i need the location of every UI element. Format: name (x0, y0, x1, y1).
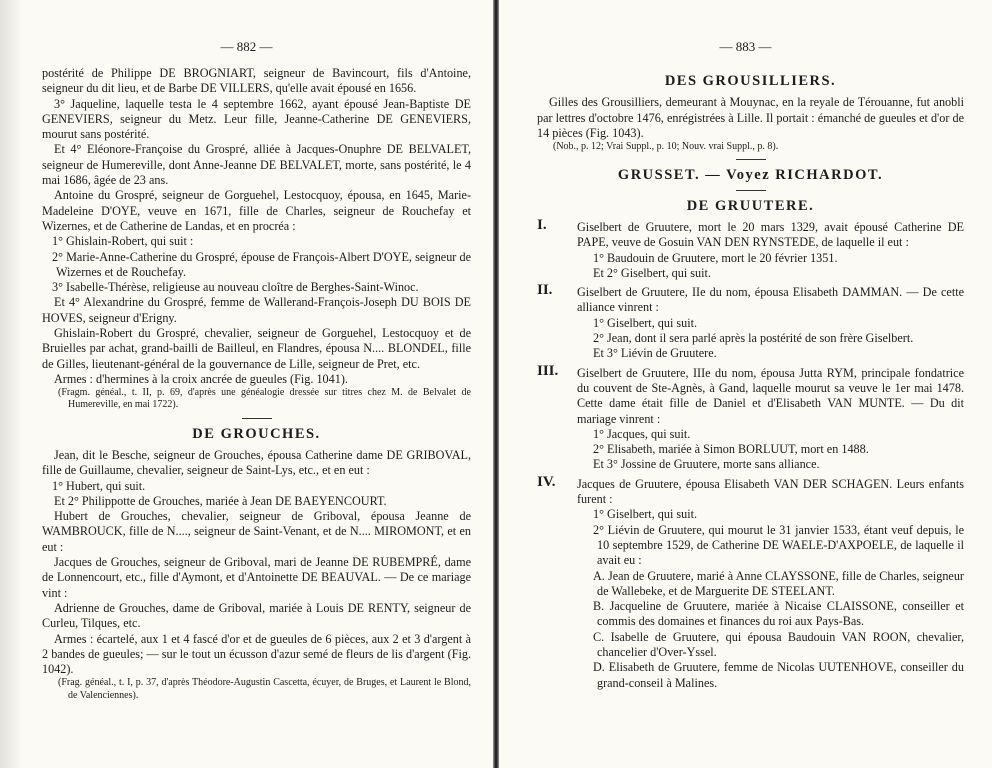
list-item: 2° Liévin de Gruutere, qui mourut le 31 janvier 1533, étant veuf depuis, le 10 septembre 1529, de Catherine DE WAELE-D'AXPOELE, de laquelle il avait eu : (593, 522, 964, 568)
left-page (0, 0, 493, 768)
paragraph: Gilles des Grousilliers, demeurant à Mouynac, en la reyale de Térouanne, fut anobli par lettres d'octobre 1476, enrégistrées à Lille. Il portait : émanché de gueules et d'or de 14 pièces (Fig. 1043). (537, 95, 964, 140)
generation-numeral: II. (537, 282, 553, 299)
list-item: Et 3° Jossine de Gruutere, morte sans alliance. (593, 457, 820, 472)
section-divider (736, 159, 766, 160)
list-item: D. Elisabeth de Gruutere, femme de Nicolas UUTENHOVE, conseiller du grand-conseil à Malines. (593, 660, 964, 690)
list-item: 1° Giselbert, qui suit. (593, 507, 698, 522)
list-item: 2° Jean, dont il sera parlé après la postérité de son frère Giselbert. (593, 331, 914, 346)
list-item: 1° Ghislain-Robert, qui suit : (52, 234, 194, 249)
list-item: Et 2° Giselbert, qui suit. (593, 265, 711, 280)
section-divider (736, 190, 766, 191)
paragraph: Hubert de Grouches, chevalier, seigneur de Griboval, épousa Jeanne de WAMBROUCK, fille de N...., seigneur de Saint-Venant, et de N.... MIROMONT, et en eut : (42, 509, 471, 554)
paragraph: Jacques de Gruutere, épousa Elisabeth VAN DER SCHAGEN. Leurs enfants furent : (577, 476, 964, 507)
paragraph: Giselbert de Gruutere, IIe du nom, épousa Elisabeth DAMMAN. — De cette alliance vinrent : (577, 285, 964, 315)
list-item: 3° Isabelle-Thérèse, religieuse au nouveau cloître de Berghes-Saint-Winoc. (52, 280, 419, 295)
list-item: C. Isabelle de Gruutere, qui épousa Baudouin VAN ROON, chevalier, chancelier d'Over-Yssel. (593, 629, 964, 659)
list-item: Et 3° Liévin de Gruutere. (593, 346, 717, 361)
page-number-left: — 882 — (220, 39, 273, 54)
list-item: 1° Baudouin de Gruutere, mort le 20 février 1351. (593, 250, 838, 265)
generation-numeral: III. (537, 362, 559, 379)
page-number-right: — 883 — (719, 39, 772, 54)
arms-description: Armes : écartelé, aux 1 et 4 fascé d'or et de gueules de 6 pièces, aux 2 et 3 d'argent à 2 bandes de gueules; — sur le tout un écusson d'azur semé de fleurs de lis d'argent (Fig. 1042). (42, 631, 471, 677)
list-item: Et 4° Alexandrine du Grospré, femme de Wallerand-François-Joseph DU BOIS DE HOVES, seigneur d'Erigny. (42, 295, 471, 325)
generation-numeral: IV. (537, 473, 556, 490)
paragraph: Et 4° Eléonore-Françoise du Grospré, alliée à Jacques-Onuphre DE BELVALET, seigneur de Humereville, dont Anne-Jeanne DE BELVALET, morte, sans postérité, le 4 mai 1686, âgée de 23 ans. (42, 142, 471, 188)
paragraph: Jean, dit le Besche, seigneur de Grouches, épousa Catherine dame DE GRIBOVAL, fille de Guillaume, chevalier, seigneur de Saint-Lys, etc., et en eut : (42, 447, 471, 478)
paragraph: Adrienne de Grouches, dame de Griboval, mariée à Louis DE RENTY, seigneur de Curleu, Tilques, etc. (42, 600, 471, 631)
paragraph: Ghislain-Robert du Grospré, chevalier, seigneur de Gorguehel, Lestocquoy et de Bruielles par achat, grand-bailli de Bailleul, en Flandres, épousa N.... BLONDEL, fille de Gilles, lieutenant-général de la gouvernance de Lille, seigneur de Pret, etc. (42, 326, 471, 371)
list-item: 2° Elisabeth, mariée à Simon BORLUUT, mort en 1488. (593, 442, 869, 457)
paragraph: Giselbert de Gruutere, IIIe du nom, épousa Jutta RYM, principale fondatrice du couvent de Ste-Agnès, à Gand, laquelle mourut sa veuve le 1er mai 1478. Cette dame était fille de Daniel et d'Elisabeth VAN MUNTE. — Du dit mariage vinrent : (577, 365, 964, 426)
page-edge-shadow (0, 0, 22, 768)
list-item: 1° Hubert, qui suit. (52, 478, 146, 493)
paragraph: postérité de Philippe DE BROGNIART, seigneur de Bavincourt, fils d'Antoine, seigneur du dit lieu, et de Barbe DE VILLERS, qu'elle avait épousé en 1656. (42, 66, 471, 96)
paragraph: Antoine du Grospré, seigneur de Gorguehel, Lestocquoy, épousa, en 1645, Marie-Madeleine D'OYE, veuve en 1671, fille de Charles, seigneur de Rouchefay et Wizernes, et de Catherine de Landas, et en procréa : (42, 188, 471, 233)
paragraph: 3° Jaqueline, laquelle testa le 4 septembre 1662, ayant épousé Jean-Baptiste DE GENEVIERS, seigneur du Metz. Leur fille, Jeanne-Catherine DE GENEVIERS, mourut sans postérité. (42, 96, 471, 142)
generation-numeral: I. (537, 216, 547, 233)
section-heading: GRUSSET. — Voyez RICHARDOT. (617, 167, 884, 184)
paragraph: Giselbert de Gruutere, mort le 20 mars 1329, avait épousé Catherine DE PAPE, veuve de Gosuin VAN DEN RYNSTEDE, de laquelle il eut : (577, 219, 964, 250)
list-item: 1° Jacques, qui suit. (593, 426, 691, 441)
list-item: 1° Giselbert, qui suit. (593, 315, 698, 330)
generation-entry (537, 473, 964, 691)
generation-entry (537, 362, 964, 473)
generation-entry (537, 282, 964, 361)
generation-entry (537, 216, 964, 281)
left-page-text (42, 66, 471, 702)
list-item: Et 2° Philippotte de Grouches, mariée à Jean DE BAEYENCOURT. (54, 493, 387, 508)
citation: (Frag. généal., t. I, p. 37, d'après Théodore-Augustin Cascetta, écuyer, de Bruges, et Laurent le Blond, de Valenciennes). (58, 677, 471, 701)
paragraph: Jacques de Grouches, seigneur de Griboval, mari de Jeanne DE RUBEMPRÉ, dame de Lonnencourt, etc., fille d'Aymont, et d'Antoinette DE BEAUVAL. — De ce mariage vint : (42, 555, 471, 600)
citation: (Fragm. généal., t. II, p. 69, d'après une généalogie dressée sur titres chez M. de Belvalet de Humereville, en mai 1722). (58, 387, 471, 411)
list-item: B. Jacqueline de Gruutere, mariée à Nicaise CLAISSONE, conseiller et commis des domaines et finances du roi aux Pays-Bas. (593, 599, 964, 629)
section-heading: DE GROUCHES. (192, 425, 321, 442)
section-divider (242, 418, 272, 419)
list-item: 2° Marie-Anne-Catherine du Grospré, épouse de François-Albert D'OYE, seigneur de Wizernes et de Rouchefay. (52, 249, 471, 279)
citation: (Nob., p. 12; Vrai Suppl., p. 10; Nouv. vrai Suppl., p. 8). (553, 141, 779, 153)
arms-description: Armes : d'hermines à la croix ancrée de gueules (Fig. 1041). (54, 371, 348, 386)
right-page-text (537, 72, 964, 691)
section-heading: DES GROUSILLIERS. (664, 73, 837, 89)
list-item: A. Jean de Gruutere, marié à Anne CLAYSSONE, fille de Charles, seigneur de Wallebeke, et de Marguerite DE STEELANT. (593, 568, 964, 598)
section-heading: DE GRUUTERE. (686, 197, 815, 214)
right-page (499, 0, 992, 768)
